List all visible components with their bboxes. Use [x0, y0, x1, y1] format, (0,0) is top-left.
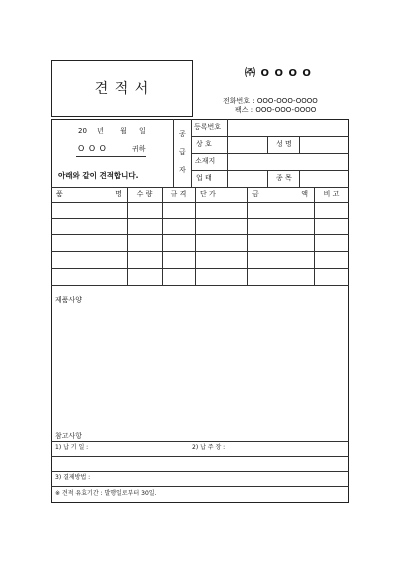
remarks-label: 참고사항 — [55, 432, 83, 440]
reg-no-label: 등록번호 — [194, 123, 222, 131]
date-year: 20 — [78, 127, 87, 135]
document-title: 견 적 서 — [94, 81, 150, 97]
recipient-name-underline — [76, 156, 146, 157]
table-row — [51, 218, 349, 234]
date-year-label: 년 — [97, 127, 104, 135]
recipient-honorific: 귀하 — [132, 145, 146, 153]
table-row — [51, 234, 349, 251]
date-day-label: 일 — [139, 127, 146, 135]
table-row — [51, 251, 349, 268]
address-label: 소재지 — [195, 157, 216, 165]
company-fax: 팩스 : OOO-OOO-OOOO — [235, 106, 317, 114]
delivery-date-label: 1) 납 기 일 : — [55, 444, 89, 451]
business-label: 업 태 — [196, 174, 212, 182]
supplier-label-1: 공 — [179, 130, 186, 138]
col-header-remarks: 비 고 — [323, 190, 340, 198]
supplier-label-2: 급 — [179, 148, 186, 156]
payment-method-label: 3) 결제방법 : — [55, 474, 91, 481]
estimate-statement: 아래와 같이 견적합니다. — [58, 171, 139, 180]
company-phone: 전화번호 : OOO-OOO-OOOO — [223, 97, 318, 105]
recipient-name: O O O — [78, 144, 107, 153]
col-header-qty: 수 량 — [136, 190, 153, 198]
trade-name-label: 상 호 — [196, 140, 212, 148]
category-label: 종 목 — [276, 174, 292, 182]
col-header-unit-price: 단 가 — [200, 190, 216, 198]
validity-note: ※ 견적 유효기간 : 발행일로부터 30일. — [55, 490, 157, 497]
col-header-spec: 규 격 — [170, 190, 187, 198]
rep-name-label: 성 명 — [276, 140, 292, 148]
col-header-item: 품 명 — [56, 190, 122, 198]
delivery-place-label: 2) 납 주 장 : — [192, 444, 226, 451]
supplier-label-3: 자 — [179, 166, 186, 174]
table-row — [51, 202, 349, 218]
product-spec-label: 제품사양 — [55, 296, 83, 304]
date-month-label: 월 — [120, 127, 127, 135]
table-row — [51, 268, 349, 285]
col-header-amount: 금 액 — [252, 190, 308, 198]
company-name: ㈜ O O O O — [245, 68, 312, 79]
